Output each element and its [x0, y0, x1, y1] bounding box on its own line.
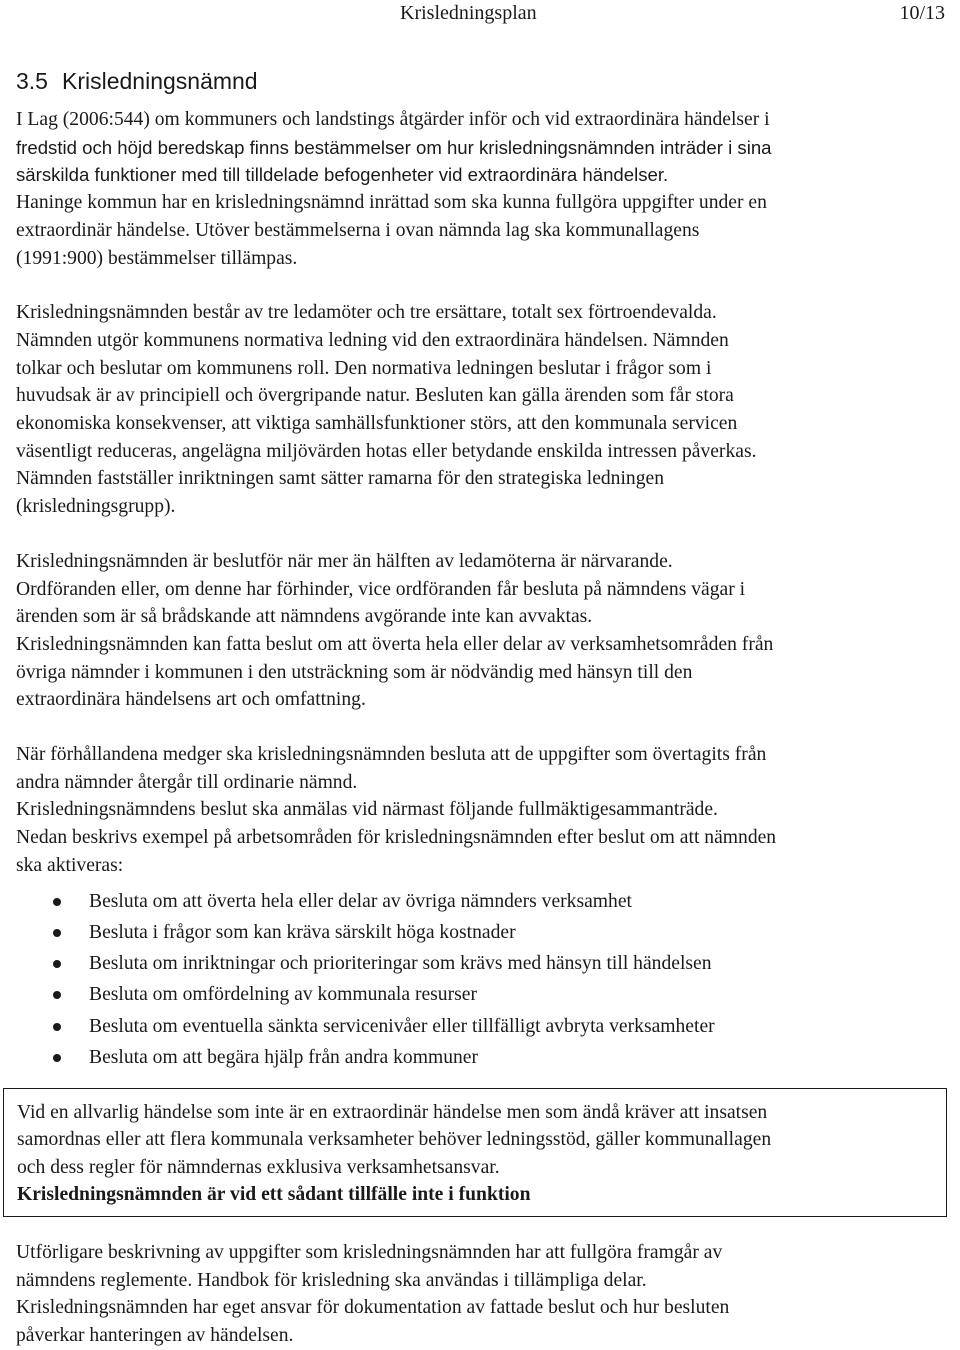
text-line: ekonomiska konsekvenser, att viktiga samhällsfunktioner störs, att den kommunala servicen: [16, 413, 738, 435]
text-line: Krisledningsnämndens beslut ska anmälas vid närmast följande fullmäktigesammanträde.: [16, 799, 718, 821]
text-line: När förhållandena medger ska krisledningsnämnden besluta att de uppgifter som övertagits från: [16, 744, 767, 766]
list-item-text: Besluta om att begära hjälp från andra kommuner: [89, 1047, 479, 1069]
text-line: Krisledningsnämnden är beslutför när mer än hälften av ledamöterna är närvarande.: [16, 550, 673, 572]
text-line: andra nämnder återgår till ordinarie nämnd.: [16, 771, 358, 793]
text-line: I Lag (2006:544) om kommuners och landstings åtgärder inför och vid extraordinära händelser i: [16, 109, 770, 130]
list-item: [16, 886, 946, 917]
text-line: väsentligt reduceras, angelägna miljövärden hotas eller betydande enskilda intressen påverkas.: [16, 440, 757, 462]
section-number: 3.5: [16, 68, 48, 94]
text-line: samordnas eller att flera kommunala verksamheter behöver ledningsstöd, gäller kommunallagen: [17, 1129, 772, 1151]
main-content: [16, 64, 946, 1073]
text-line: nämndens reglemente. Handbok för krisledning ska användas i tillämpliga delar.: [16, 1269, 647, 1291]
paragraph-activation: [16, 741, 946, 880]
paragraph-further-info: [16, 1239, 946, 1350]
text-line: Krisledningsnämnden består av tre ledamöter och tre ersättare, totalt sex förtroendevalda.: [16, 302, 717, 324]
text-line: extraordinära händelsens art och omfattning.: [16, 689, 366, 711]
text-line: ska aktiveras:: [16, 854, 124, 876]
text-line: tolkar och beslutar om kommunens roll. Den normativa ledningen beslutar i frågor som i: [16, 357, 712, 379]
text-line: extraordinär händelse. Utöver bestämmelserna i ovan nämnda lag ska kommunallagens: [16, 219, 700, 241]
text-line: Utförligare beskrivning av uppgifter som krisledningsnämnden har att fullgöra framgår av: [16, 1242, 723, 1263]
bullet-icon: [53, 991, 61, 999]
text-line: Krisledningsnämnden har eget ansvar för dokumentation av fattade beslut och hur besluten: [16, 1297, 730, 1319]
list-item-text: Besluta om inriktningar och prioriteringar som krävs med hänsyn till händelsen: [89, 953, 712, 975]
text-line: (krisledningsgrupp).: [16, 496, 176, 518]
list-item: [16, 1011, 946, 1042]
list-item: [16, 979, 946, 1010]
text-line: övriga nämnder i kommunen i den utsträckning som är nödvändig med hänsyn till den: [16, 661, 693, 683]
bullet-icon: [53, 1054, 61, 1062]
list-item-text: Besluta om omfördelning av kommunala resurser: [89, 984, 477, 1006]
notice-emphasis: Krisledningsnämnden är vid ett sådant tillfälle inte i funktion: [17, 1183, 531, 1205]
list-item: [16, 917, 946, 948]
text-line: särskilda funktioner med till tilldelade befogenheter vid extraordinära händelser.: [16, 164, 669, 186]
paragraph-legal-basis: [16, 106, 946, 272]
notice-box: [3, 1088, 947, 1217]
section-heading: [16, 64, 946, 98]
paragraph-composition: [16, 299, 946, 521]
text-line: Haninge kommun har en krisledningsnämnd inrättad som ska kunna fullgöra uppgifter under en: [16, 192, 767, 214]
list-item: [16, 948, 946, 979]
text-line: ärenden som är så brådskande att nämndens avgörande inte kan avvaktas.: [16, 606, 593, 628]
list-item-text: Besluta i frågor som kan kräva särskilt höga kostnader: [89, 921, 516, 943]
text-line: Ordföranden eller, om denne har förhinder, vice ordföranden får besluta på nämndens vägar i: [16, 578, 746, 600]
task-list: [16, 886, 946, 1074]
text-line: Nämnden fastställer inriktningen samt sätter ramarna för den strategiska ledningen: [16, 468, 665, 490]
bullet-icon: [53, 960, 61, 968]
bullet-icon: [53, 898, 61, 906]
text-line: fredstid och höjd beredskap finns bestämmelser om hur krisledningsnämnden inträder i sina: [16, 136, 772, 158]
text-line: (1991:900) bestämmelser tillämpas.: [16, 247, 298, 269]
list-item-text: Besluta om att överta hela eller delar av övriga nämnders verksamhet: [89, 890, 632, 912]
list-item: [16, 1042, 946, 1073]
bullet-icon: [53, 929, 61, 937]
text-line: Krisledningsnämnden kan fatta beslut om att överta hela eller delar av verksamhetsområden från: [16, 633, 774, 655]
text-line: Vid en allvarlig händelse som inte är en extraordinär händelse men som ändå kräver att insatsen: [17, 1102, 768, 1123]
text-line: Nämnden utgör kommunens normativa ledning vid den extraordinära händelsen. Nämnden: [16, 329, 729, 351]
page-number: 10/13: [899, 2, 945, 24]
text-line: och dess regler för nämndernas exklusiva verksamhetsansvar.: [17, 1156, 500, 1178]
text-line: påverkar hanteringen av händelsen.: [16, 1325, 294, 1347]
paragraph-quorum: [16, 548, 946, 714]
list-item-text: Besluta om eventuella sänkta servicenivåer eller tillfälligt avbryta verksamheter: [89, 1015, 715, 1037]
section-title: Krisledningsnämnd: [61, 68, 258, 94]
bullet-icon: [53, 1023, 61, 1031]
document-title: Krisledningsplan: [400, 2, 537, 24]
text-line: huvudsak är av principiell och övergripande natur. Besluten kan gälla ärenden som får stora: [16, 385, 734, 407]
page-header: [0, 2, 960, 28]
text-line: Nedan beskrivs exempel på arbetsområden för krisledningsnämnden efter beslut om att nämnden: [16, 827, 777, 849]
